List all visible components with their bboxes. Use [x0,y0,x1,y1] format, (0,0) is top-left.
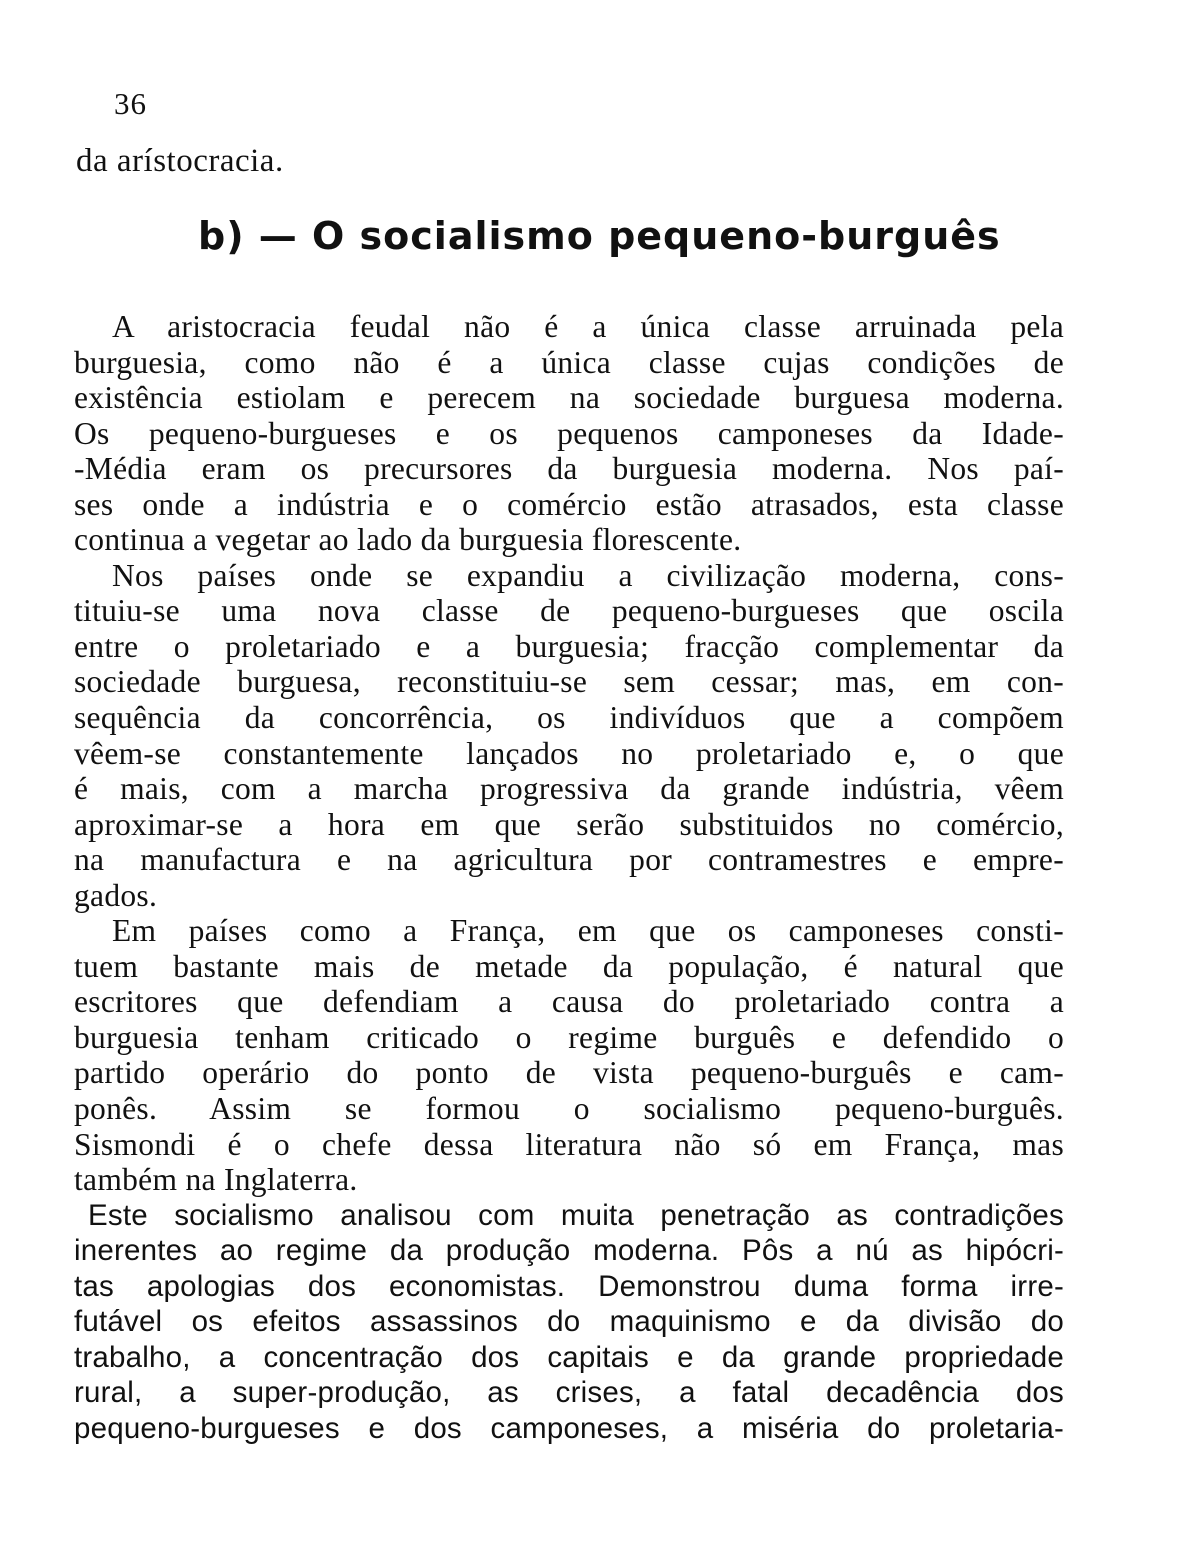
text-line: tas apologias dos economistas. Demonstrou duma forma irre- [74,1269,1064,1303]
text-line: pequeno-burgueses e dos camponeses, a miséria do proletaria- [74,1411,1064,1445]
text-line: burguesia, como não é a única classe cujas condições de [74,344,1064,380]
text-line: na manufactura e na agricultura por contramestres e empre- [74,842,1064,878]
text-line: rural, a super-produção, as crises, a fatal decadência dos [74,1376,1064,1410]
text-line: ses onde a indústria e o comércio estão atrasados, esta classe [74,486,1064,522]
text-line: existência estiolam e perecem na sociedade burguesa moderna. [74,380,1064,416]
text-line: ponês. Assim se formou o socialismo pequeno-burguês. [74,1091,1064,1127]
text-line: também na Inglaterra. [74,1162,358,1198]
text-line: Nos países onde se expandiu a civilização moderna, cons- [112,557,1064,593]
text-line: trabalho, a concentração dos capitais e da grande propriedade [74,1340,1064,1374]
text-line: A aristocracia feudal não é a única classe arruinada pela [112,309,1064,344]
text-line: escritores que defendiam a causa do proletariado contra a [74,984,1064,1020]
section-title: b) — O socialismo pequeno-burguês [198,214,1001,258]
text-line: aproximar-se a hora em que serão substituidos no comércio, [74,806,1064,842]
text-line: sociedade burguesa, reconstituiu-se sem cessar; mas, em con- [74,664,1064,700]
text-line: Sismondi é o chefe dessa literatura não só em França, mas [74,1126,1064,1162]
text-line: vêem-se constantemente lançados no proletariado e, o que [74,735,1064,771]
text-line: inerentes ao regime da produção moderna. Pôs a nú as hipócri- [74,1234,1064,1268]
text-line: é mais, com a marcha progressiva da grande indústria, vêem [74,771,1064,807]
text-line: entre o proletariado e a burguesia; fracção complementar da [74,628,1064,664]
text-line: futável os efeitos assassinos do maquinismo e da divisão do [74,1305,1064,1339]
text-line: Os pequeno-burgueses e os pequenos camponeses da Idade- [74,415,1064,451]
text-line: tuem bastante mais de metade da população, é natural que [74,948,1064,984]
carryover-text: da arístocracia. [76,143,284,179]
page-number: 36 [114,86,147,121]
text-line: Este socialismo analisou com muita penetração as contradições [88,1198,1064,1232]
text-line: sequência da concorrência, os indivíduos que a compõem [74,700,1064,736]
text-line: -Média eram os precursores da burguesia moderna. Nos paí- [74,451,1064,487]
text-line: Em países como a França, em que os camponeses consti- [112,913,1064,949]
text-line: partido operário do ponto de vista pequeno-burguês e cam- [74,1055,1064,1091]
text-line: tituiu-se uma nova classe de pequeno-burgueses que oscila [74,593,1064,629]
text-line: continua a vegetar ao lado da burguesia florescente. [74,522,742,558]
body-text [74,309,1064,1447]
text-line: burguesia tenham criticado o regime burguês e defendido o [74,1019,1064,1055]
text-line: gados. [74,877,158,913]
